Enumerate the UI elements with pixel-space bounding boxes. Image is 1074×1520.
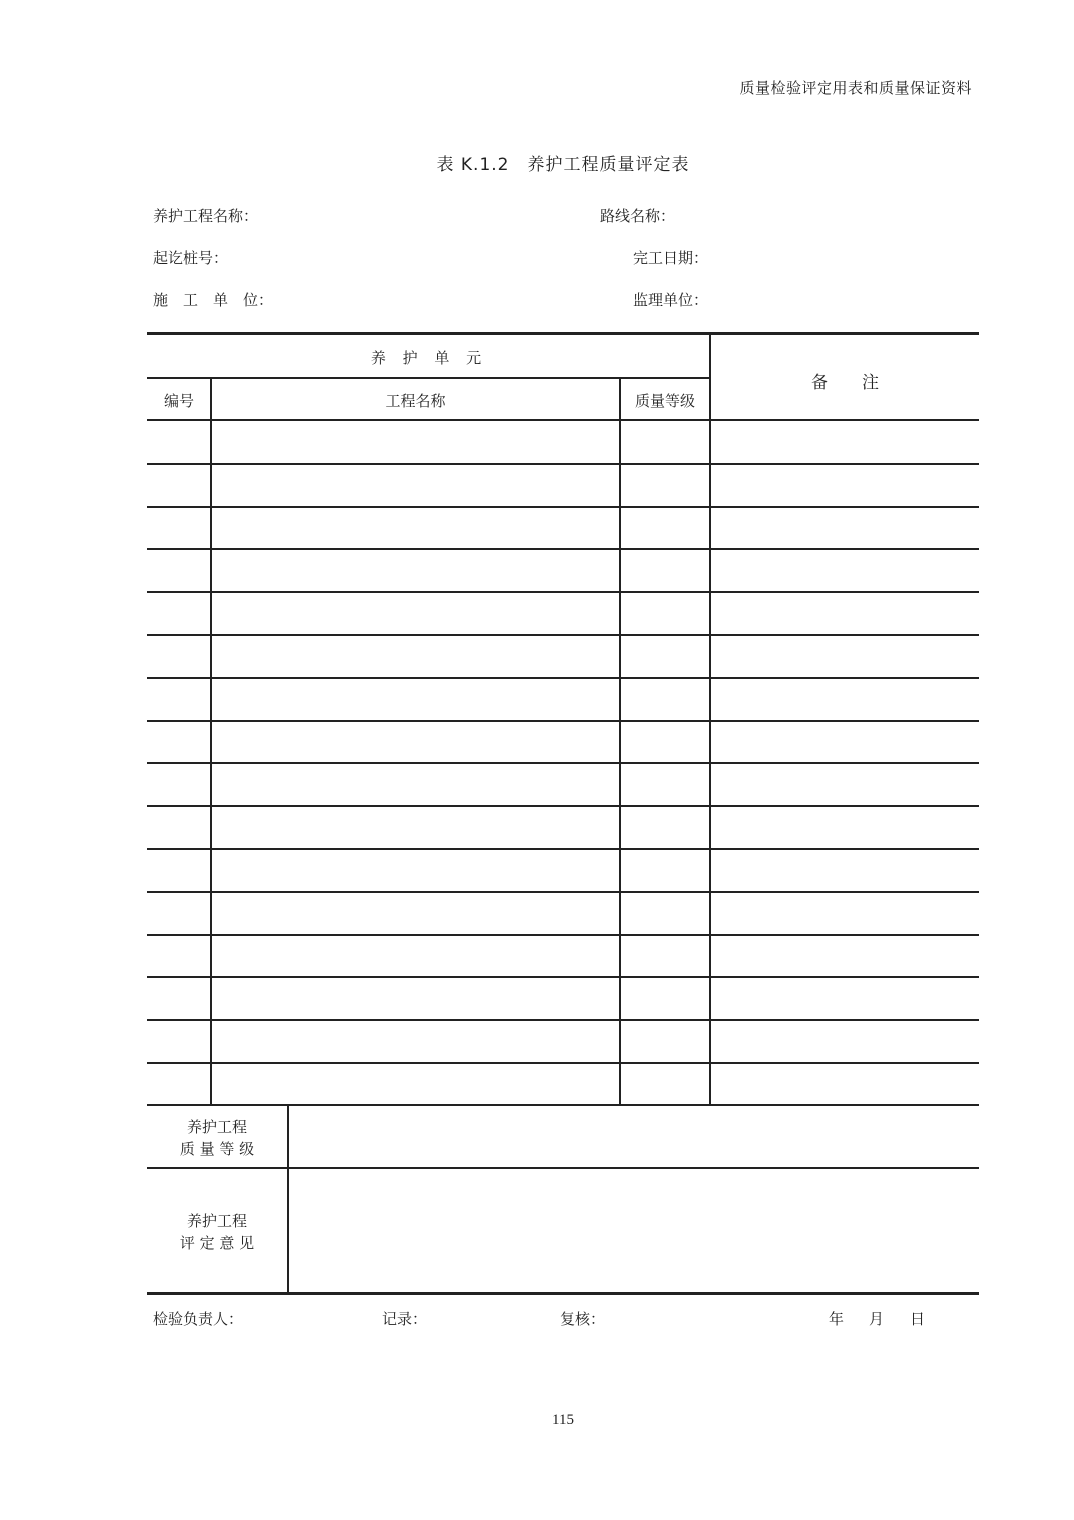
row-rule [147,677,979,679]
supervisor-label: 监理单位： [633,291,709,309]
table-cell-name[interactable] [212,647,619,667]
project-name-label: 养护工程名称： [153,207,259,225]
inspector-label: 检验负责人： [153,1310,244,1328]
recorder-label: 记录： [382,1310,428,1328]
table-cell-remarks[interactable] [711,861,978,881]
table-cell-remarks[interactable] [711,947,978,967]
completion-date-label: 完工日期： [633,249,709,267]
table-cell-no[interactable] [147,476,210,496]
row-rule [147,976,979,978]
row-rule [147,805,979,807]
group-header-rule [147,377,711,379]
table-cell-grade[interactable] [621,647,709,667]
table-cell-no[interactable] [147,647,210,667]
table-cell-name[interactable] [212,904,619,924]
table-cell-remarks[interactable] [711,561,978,581]
year-label: 年 [829,1310,845,1328]
page-title: 表 K.1.2 养护工程质量评定表 [436,155,690,175]
row-rule [147,891,979,893]
table-cell-name[interactable] [212,1032,619,1052]
table-cell-name[interactable] [212,775,619,795]
table-cell-name[interactable] [212,1075,619,1095]
table-cell-no[interactable] [147,733,210,753]
row-rule [147,848,979,850]
table-cell-grade[interactable] [621,519,709,539]
table-cell-grade[interactable] [621,561,709,581]
route-name-label: 路线名称： [600,207,676,225]
table-cell-no[interactable] [147,904,210,924]
row-rule [147,548,979,550]
summary-mid-rule [147,1167,979,1169]
summary-top-rule [147,1104,979,1106]
running-header: 质量检验评定用表和质量保证资料 [739,79,972,97]
row-rule [147,762,979,764]
table-cell-remarks[interactable] [711,1075,978,1095]
table-cell-remarks[interactable] [711,1032,978,1052]
contractor-label: 施 工 单 位： [153,291,274,309]
table-cell-name[interactable] [212,519,619,539]
table-cell-remarks[interactable] [711,733,978,753]
table-cell-no[interactable] [147,818,210,838]
quality-grade-label [147,1116,287,1160]
table-cell-remarks[interactable] [711,647,978,667]
table-cell-grade[interactable] [621,818,709,838]
row-rule [147,506,979,508]
table-cell-grade[interactable] [621,690,709,710]
table-cell-name[interactable] [212,947,619,967]
row-rule [147,720,979,722]
table-cell-grade[interactable] [621,1032,709,1052]
row-rule [147,1019,979,1021]
table-cell-no[interactable] [147,433,210,453]
table-cell-remarks[interactable] [711,604,978,624]
table-cell-no[interactable] [147,989,210,1009]
table-cell-grade[interactable] [621,604,709,624]
table-cell-remarks[interactable] [711,775,978,795]
table-cell-grade[interactable] [621,476,709,496]
table-cell-no[interactable] [147,1075,210,1095]
remarks-header: 备 注 [811,373,879,393]
table-cell-name[interactable] [212,561,619,581]
column-header-name: 工程名称 [385,392,446,410]
row-rule [147,634,979,636]
row-rule [147,934,979,936]
quality-grade-value[interactable] [290,1107,978,1167]
opinion-label-line2: 评 定 意 见 [179,1234,255,1252]
table-cell-grade[interactable] [621,904,709,924]
table-cell-name[interactable] [212,690,619,710]
table-cell-remarks[interactable] [711,989,978,1009]
table-cell-grade[interactable] [621,733,709,753]
table-cell-grade[interactable] [621,947,709,967]
table-cell-no[interactable] [147,947,210,967]
stake-range-label: 起讫桩号： [153,249,229,267]
table-cell-no[interactable] [147,861,210,881]
table-cell-grade[interactable] [621,989,709,1009]
day-label: 日 [910,1310,926,1328]
table-cell-name[interactable] [212,818,619,838]
table-cell-name[interactable] [212,989,619,1009]
opinion-label-line1: 养护工程 [186,1212,247,1230]
table-cell-grade[interactable] [621,775,709,795]
table-cell-remarks[interactable] [711,904,978,924]
table-cell-remarks[interactable] [711,433,978,453]
table-cell-grade[interactable] [621,1075,709,1095]
table-top-rule [147,332,979,335]
row-rule [147,463,979,465]
table-cell-remarks[interactable] [711,690,978,710]
opinion-value[interactable] [290,1170,978,1291]
row-rule [147,591,979,593]
table-cell-grade[interactable] [621,433,709,453]
column-header-no: 编号 [163,392,194,410]
table-cell-no[interactable] [147,604,210,624]
page-number: 115 [552,1412,574,1428]
quality-grade-label-line2: 质 量 等 级 [179,1140,255,1158]
table-cell-remarks[interactable] [711,818,978,838]
table-cell-remarks[interactable] [711,519,978,539]
opinion-label [147,1210,287,1254]
table-cell-no[interactable] [147,690,210,710]
table-cell-grade[interactable] [621,861,709,881]
table-cell-no[interactable] [147,1032,210,1052]
table-cell-name[interactable] [212,604,619,624]
table-cell-name[interactable] [212,476,619,496]
column-header-grade: 质量等级 [634,392,695,410]
table-bottom-rule [147,1292,979,1295]
table-cell-remarks[interactable] [711,476,978,496]
table-cell-no[interactable] [147,775,210,795]
table-cell-name[interactable] [212,433,619,453]
header-bottom-rule [147,419,979,421]
table-cell-name[interactable] [212,733,619,753]
divider [287,1106,289,1294]
month-label: 月 [869,1310,885,1328]
table-cell-name[interactable] [212,861,619,881]
reviewer-label: 复核： [560,1310,606,1328]
quality-grade-label-line1: 养护工程 [186,1118,247,1136]
group-header: 养 护 单 元 [370,349,488,367]
row-rule [147,1062,979,1064]
table-cell-no[interactable] [147,561,210,581]
table-cell-no[interactable] [147,519,210,539]
